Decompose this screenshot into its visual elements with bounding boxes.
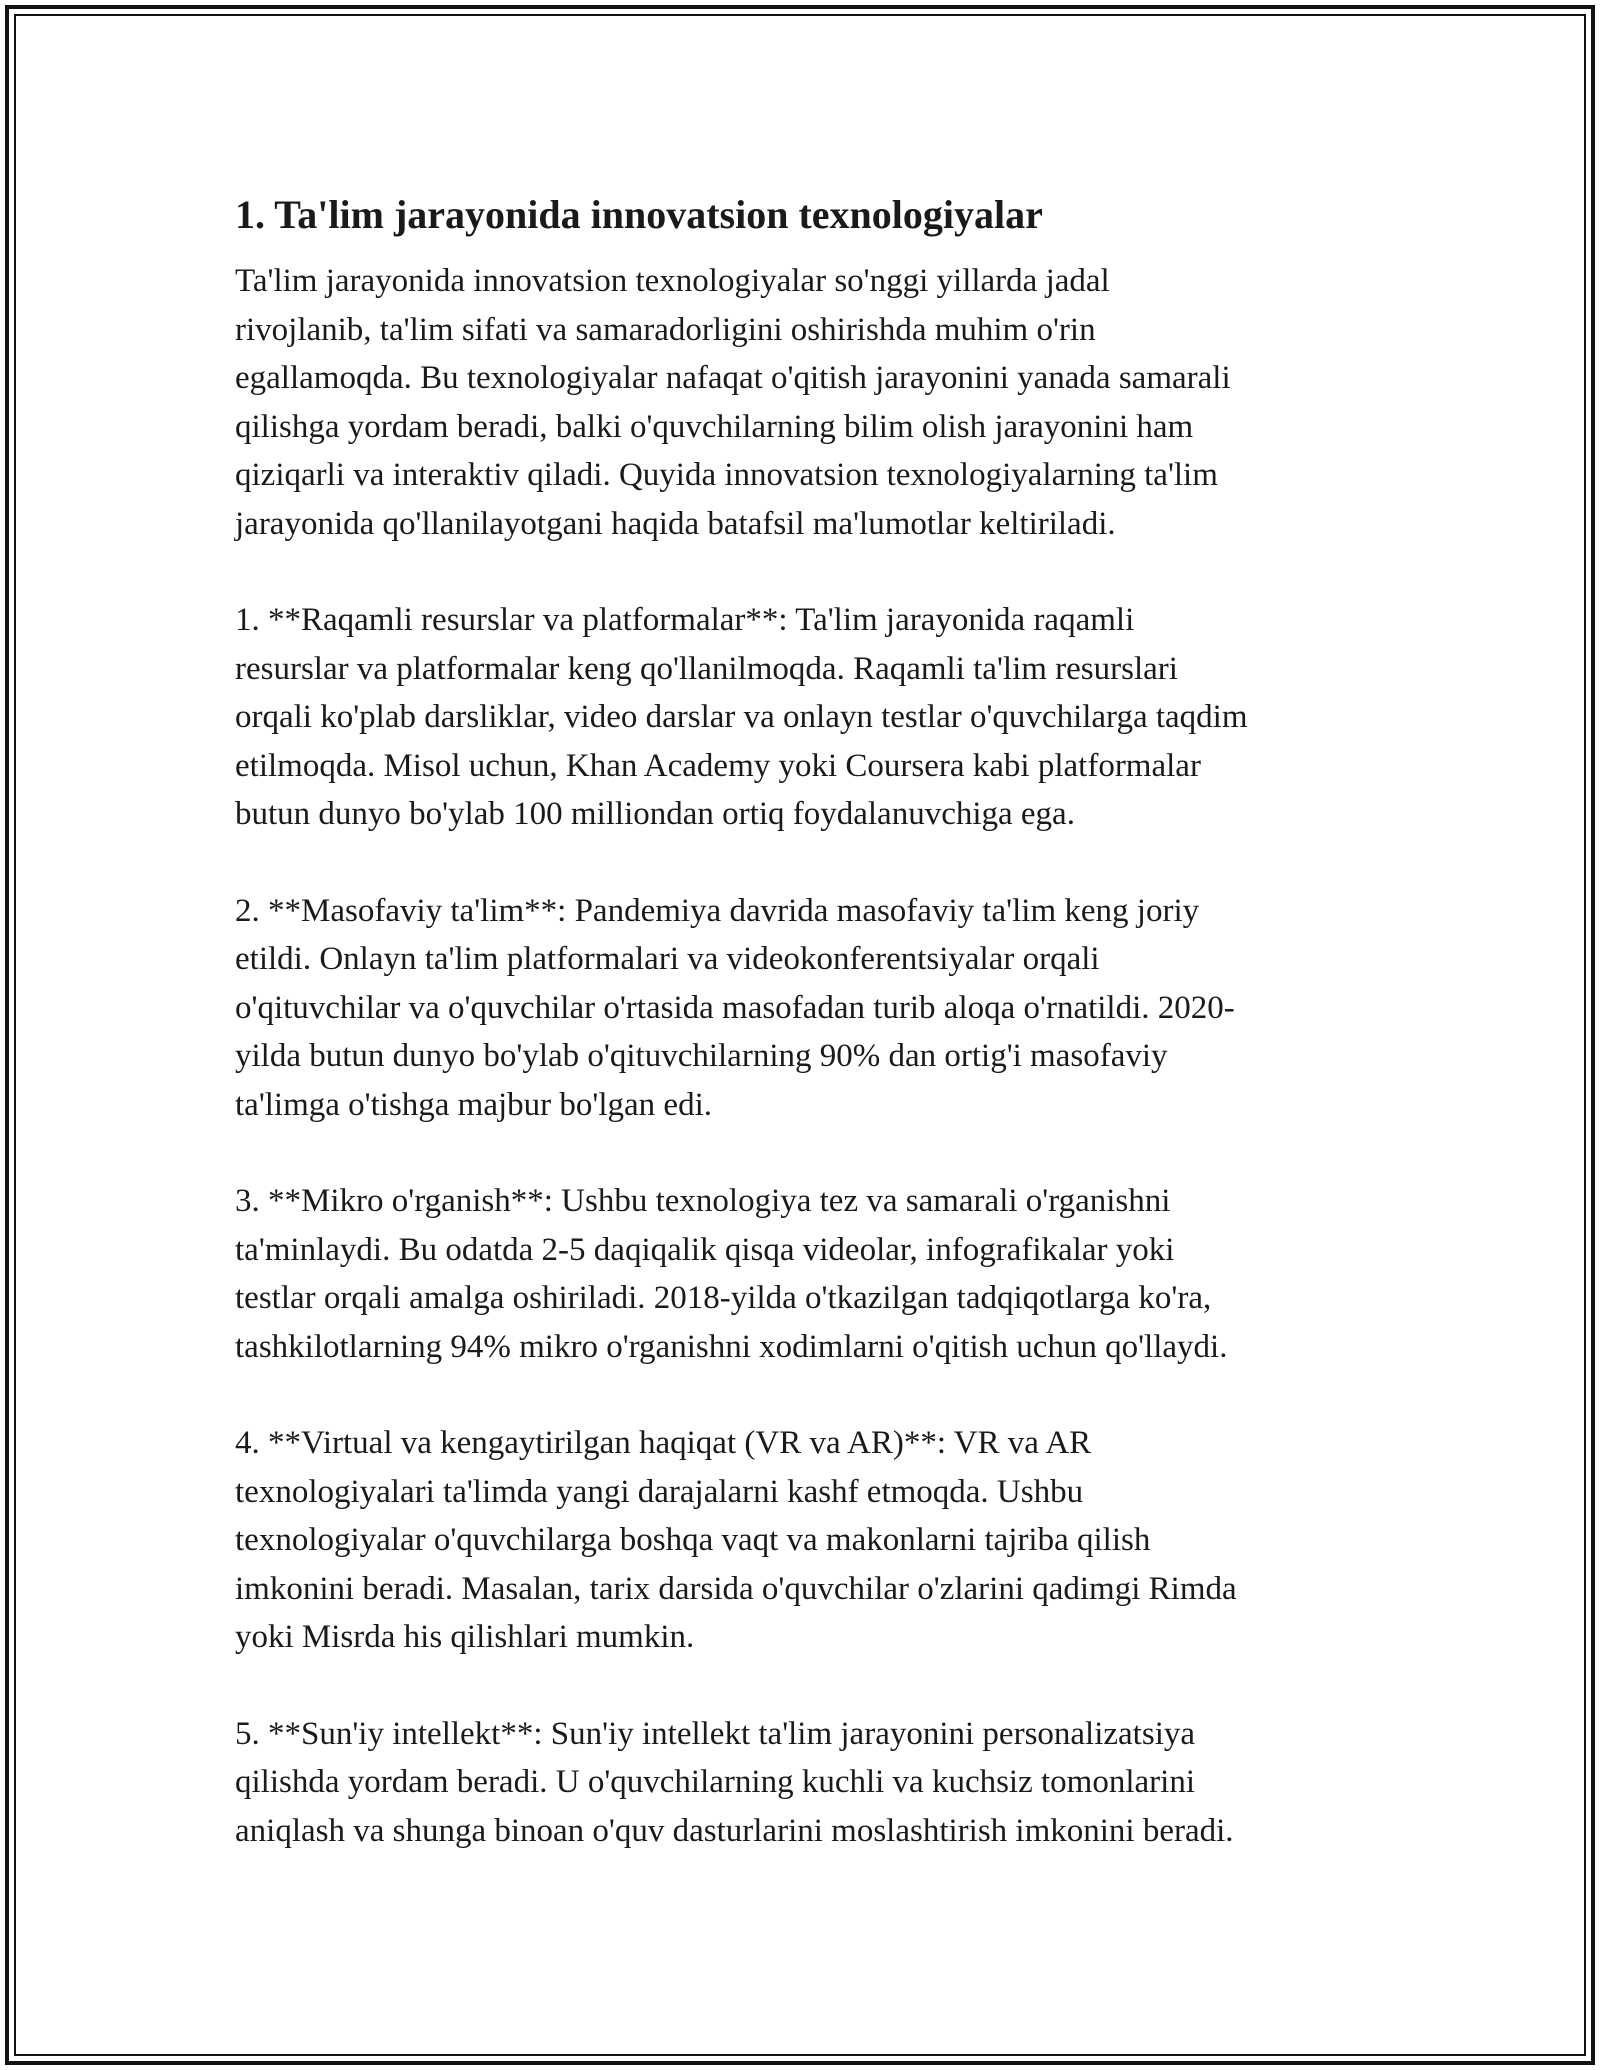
paragraph-vr-ar: 4. **Virtual va kengaytirilgan haqiqat (VR va AR)**: VR va AR texnologiyalari ta'limda yangi darajalarni kashf etmoqda. Ushbu texnologiyalar o'quvchilarga boshqa vaqt va makonlarni tajriba qilish imkonini beradi. Masalan, tarix darsida o'quvchilar o'zlarini qadimgi Rimda yoki Misrda his qilishlari mumkin. (235, 1425, 1237, 1655)
paragraph-microlearning: 3. **Mikro o'rganish**: Ushbu texnologiya tez va samarali o'rganishni ta'minlaydi. Bu odatda 2-5 daqiqalik qisqa videolar, infografikalar yoki testlar orqali amalga oshiriladi. 2018-yilda o'tkazilgan tadqiqotlarga ko'ra, tashkilotlarning 94% mikro o'rganishni xodimlarni o'qitish uchun qo'llaydi. (235, 1183, 1228, 1365)
paragraph-distance-learning: 2. **Masofaviy ta'lim**: Pandemiya davrida masofaviy ta'lim keng joriy etildi. Onlayn ta'lim platformalari va videokonferentsiyalar orqali o'qituvchilar va o'quvchilar o'rtasida masofadan turib aloqa o'rnatildi. 2020- yilda butun dunyo bo'ylab o'qituvchilarning 90% dan ortig'i masofaviy ta'limga o'tishga majbur bo'lgan edi. (235, 892, 1235, 1123)
paragraph-artificial-intelligence: 5. **Sun'iy intellekt**: Sun'iy intellekt ta'lim jarayonini personalizatsiya qilishda yordam beradi. U o'quvchilarning kuchli va kuchsiz tomonlarini aniqlash va shunga binoan o'quv dasturlarini moslashtirish imkonini beradi. (235, 1715, 1234, 1849)
intro-paragraph: Ta'lim jarayonida innovatsion texnologiyalar so'nggi yillarda jadal rivojlanib, ta'lim sifati va samaradorligini oshirishda muhim o'rin egallamoqda. Bu texnologiyalar nafaqat o'qitish jarayonini yanada samarali qilishga yordam beradi, balki o'quvchilarning bilim olish jarayonini ham qiziqarli va interaktiv qiladi. Quyida innovatsion texnologiyalarning ta'lim jarayonida qo'llanilayotgani haqida batafsil ma'lumotlar keltiriladi. (235, 263, 1231, 542)
paragraph-digital-resources: 1. **Raqamli resurslar va platformalar**: Ta'lim jarayonida raqamli resurslar va platformalar keng qo'llanilmoqda. Raqamli ta'lim resurslari orqali ko'plab darsliklar, video darslar va onlayn testlar o'quvchilarga taqdim etilmoqda. Misol uchun, Khan Academy yoki Coursera kabi platformalar butun dunyo bo'ylab 100 milliondan ortiq foydalanuvchiga ega. (235, 602, 1248, 832)
section-heading: 1. Ta'lim jarayonida innovatsion texnologiyalar (235, 192, 1043, 237)
document-body (235, 185, 1365, 1903)
